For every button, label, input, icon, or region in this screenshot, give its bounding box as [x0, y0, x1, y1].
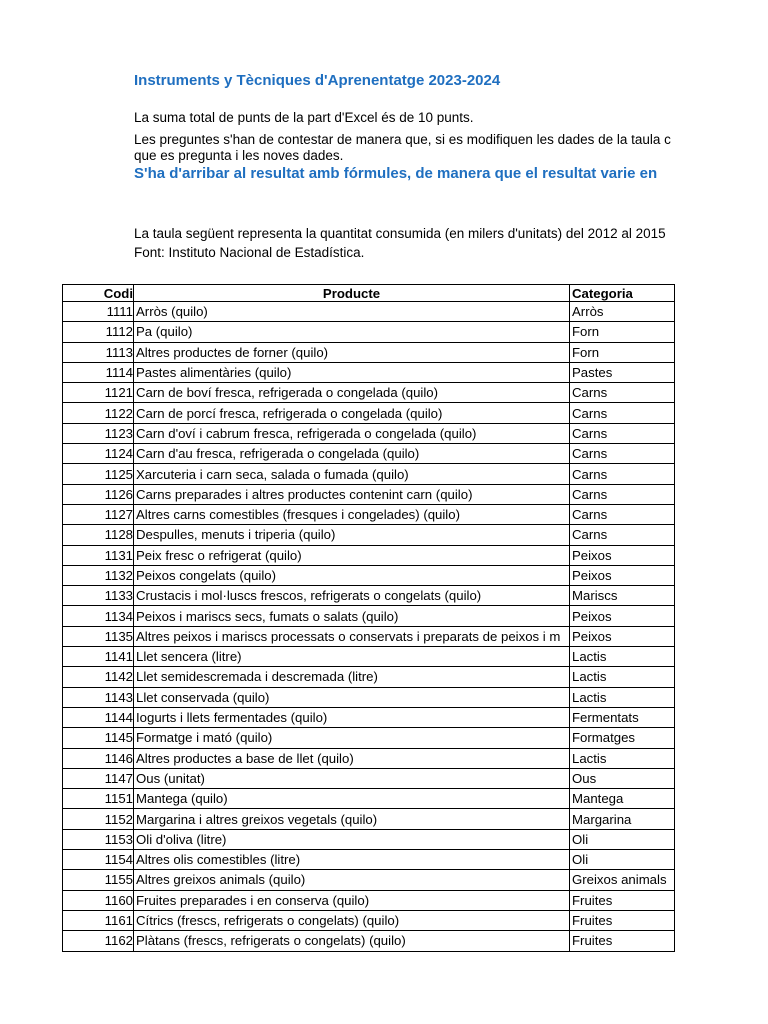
cell-categoria: Peixos: [570, 606, 675, 626]
cell-producte: Peixos i mariscs secs, fumats o salats (quilo): [134, 606, 570, 626]
table-row: [63, 423, 675, 443]
cell-producte: Margarina i altres greixos vegetals (quilo): [134, 809, 570, 829]
cell-codi: 1141: [63, 647, 134, 667]
cell-producte: Carns preparades i altres productes contenint carn (quilo): [134, 484, 570, 504]
cell-codi: 1143: [63, 687, 134, 707]
table-row: [63, 707, 675, 727]
cell-categoria: Mariscs: [570, 586, 675, 606]
table-row: [63, 362, 675, 382]
cell-categoria: Carns: [570, 444, 675, 464]
cell-producte: Ous (unitat): [134, 768, 570, 788]
table-row: [63, 910, 675, 930]
cell-codi: 1111: [63, 302, 134, 322]
cell-producte: Carn de porcí fresca, refrigerada o congelada (quilo): [134, 403, 570, 423]
table-row: [63, 504, 675, 524]
header-codi: Codi: [63, 285, 134, 302]
cell-codi: 1122: [63, 403, 134, 423]
cell-categoria: Fruites: [570, 910, 675, 930]
table-header-row: [63, 285, 675, 302]
cell-categoria: Lactis: [570, 647, 675, 667]
cell-categoria: Carns: [570, 504, 675, 524]
cell-categoria: Mantega: [570, 789, 675, 809]
table-row: [63, 342, 675, 362]
table-row: [63, 606, 675, 626]
cell-categoria: Carns: [570, 484, 675, 504]
cell-categoria: Pastes: [570, 362, 675, 382]
cell-producte: Altres carns comestibles (fresques i congelades) (quilo): [134, 504, 570, 524]
cell-producte: Fruites preparades i en conserva (quilo): [134, 890, 570, 910]
table-row: [63, 870, 675, 890]
cell-categoria: Forn: [570, 322, 675, 342]
cell-producte: Crustacis i mol·luscs frescos, refrigerats o congelats (quilo): [134, 586, 570, 606]
cell-categoria: Fruites: [570, 931, 675, 951]
cell-codi: 1153: [63, 829, 134, 849]
cell-categoria: Lactis: [570, 687, 675, 707]
cell-codi: 1133: [63, 586, 134, 606]
cell-producte: Altres productes de forner (quilo): [134, 342, 570, 362]
cell-codi: 1132: [63, 565, 134, 585]
cell-codi: 1160: [63, 890, 134, 910]
document-title: Instruments y Tècniques d'Aprenentatge 2023-2024: [134, 72, 501, 89]
cell-producte: Mantega (quilo): [134, 789, 570, 809]
cell-categoria: Peixos: [570, 565, 675, 585]
table-row: [63, 464, 675, 484]
cell-producte: Xarcuteria i carn seca, salada o fumada (quilo): [134, 464, 570, 484]
cell-producte: Despulles, menuts i triperia (quilo): [134, 525, 570, 545]
data-source: Font: Instituto Nacional de Estadística.: [134, 245, 365, 260]
table-row: [63, 403, 675, 423]
cell-producte: Carn d'au fresca, refrigerada o congelada (quilo): [134, 444, 570, 464]
cell-producte: Altres olis comestibles (litre): [134, 850, 570, 870]
cell-categoria: Fermentats: [570, 707, 675, 727]
cell-producte: Plàtans (frescs, refrigerats o congelats) (quilo): [134, 931, 570, 951]
table-row: [63, 565, 675, 585]
intro-text-instructions: Les preguntes s'han de contestar de manera que, si es modifiquen les dades de la taula c: [134, 132, 671, 147]
cell-codi: 1162: [63, 931, 134, 951]
cell-producte: Peix fresc o refrigerat (quilo): [134, 545, 570, 565]
cell-categoria: Arròs: [570, 302, 675, 322]
formula-requirement-heading: S'ha d'arribar al resultat amb fórmules, de manera que el resultat varie en: [134, 165, 658, 182]
cell-categoria: Carns: [570, 525, 675, 545]
cell-codi: 1121: [63, 383, 134, 403]
cell-codi: 1113: [63, 342, 134, 362]
cell-codi: 1112: [63, 322, 134, 342]
cell-categoria: Carns: [570, 464, 675, 484]
cell-categoria: Peixos: [570, 626, 675, 646]
cell-codi: 1144: [63, 707, 134, 727]
cell-categoria: Peixos: [570, 545, 675, 565]
cell-codi: 1125: [63, 464, 134, 484]
cell-categoria: Carns: [570, 383, 675, 403]
cell-producte: Altres greixos animals (quilo): [134, 870, 570, 890]
table-row: [63, 484, 675, 504]
table-row: [63, 829, 675, 849]
cell-producte: Carn d'oví i cabrum fresca, refrigerada o congelada (quilo): [134, 423, 570, 443]
table-row: [63, 586, 675, 606]
cell-codi: 1154: [63, 850, 134, 870]
cell-codi: 1155: [63, 870, 134, 890]
cell-producte: Formatge i mató (quilo): [134, 728, 570, 748]
cell-producte: Pa (quilo): [134, 322, 570, 342]
cell-codi: 1145: [63, 728, 134, 748]
table-row: [63, 647, 675, 667]
cell-producte: Llet conservada (quilo): [134, 687, 570, 707]
cell-codi: 1127: [63, 504, 134, 524]
cell-categoria: Ous: [570, 768, 675, 788]
table-row: [63, 728, 675, 748]
cell-producte: Llet semidescremada i descremada (litre): [134, 667, 570, 687]
table-row: [63, 789, 675, 809]
intro-text-points: La suma total de punts de la part d'Excel és de 10 punts.: [134, 110, 474, 125]
cell-codi: 1152: [63, 809, 134, 829]
cell-categoria: Margarina: [570, 809, 675, 829]
cell-producte: Arròs (quilo): [134, 302, 570, 322]
cell-codi: 1142: [63, 667, 134, 687]
table-row: [63, 383, 675, 403]
cell-codi: 1146: [63, 748, 134, 768]
table-row: [63, 748, 675, 768]
cell-producte: Iogurts i llets fermentades (quilo): [134, 707, 570, 727]
cell-categoria: Greixos animals: [570, 870, 675, 890]
cell-codi: 1131: [63, 545, 134, 565]
table-row: [63, 322, 675, 342]
cell-categoria: Lactis: [570, 748, 675, 768]
table-row: [63, 302, 675, 322]
cell-categoria: Carns: [570, 423, 675, 443]
cell-categoria: Formatges: [570, 728, 675, 748]
cell-producte: Pastes alimentàries (quilo): [134, 362, 570, 382]
table-row: [63, 444, 675, 464]
table-row: [63, 545, 675, 565]
cell-producte: Carn de boví fresca, refrigerada o congelada (quilo): [134, 383, 570, 403]
cell-codi: 1134: [63, 606, 134, 626]
cell-producte: Altres peixos i mariscs processats o conservats i preparats de peixos i m: [134, 626, 570, 646]
cell-codi: 1151: [63, 789, 134, 809]
cell-producte: Peixos congelats (quilo): [134, 565, 570, 585]
cell-categoria: Fruites: [570, 890, 675, 910]
cell-codi: 1124: [63, 444, 134, 464]
table-row: [63, 626, 675, 646]
cell-codi: 1128: [63, 525, 134, 545]
cell-codi: 1135: [63, 626, 134, 646]
table-row: [63, 687, 675, 707]
cell-producte: Llet sencera (litre): [134, 647, 570, 667]
table-row: [63, 667, 675, 687]
cell-categoria: Lactis: [570, 667, 675, 687]
cell-producte: Altres productes a base de llet (quilo): [134, 748, 570, 768]
cell-producte: Cítrics (frescs, refrigerats o congelats) (quilo): [134, 910, 570, 930]
cell-categoria: Carns: [570, 403, 675, 423]
header-categoria: Categoria: [570, 285, 675, 302]
cell-codi: 1123: [63, 423, 134, 443]
table-row: [63, 850, 675, 870]
header-producte: Producte: [134, 285, 570, 302]
table-description: La taula següent representa la quantitat consumida (en milers d'unitats) del 2012 al 2015: [134, 226, 666, 241]
cell-codi: 1126: [63, 484, 134, 504]
table-row: [63, 768, 675, 788]
table-row: [63, 525, 675, 545]
cell-codi: 1161: [63, 910, 134, 930]
table-row: [63, 931, 675, 951]
cell-codi: 1114: [63, 362, 134, 382]
table-row: [63, 890, 675, 910]
cell-producte: Oli d'oliva (litre): [134, 829, 570, 849]
cell-categoria: Forn: [570, 342, 675, 362]
cell-codi: 1147: [63, 768, 134, 788]
intro-text-instructions-cont: que es pregunta i les noves dades.: [134, 148, 344, 163]
products-table: [62, 284, 675, 952]
table-row: [63, 809, 675, 829]
cell-categoria: Oli: [570, 850, 675, 870]
cell-categoria: Oli: [570, 829, 675, 849]
